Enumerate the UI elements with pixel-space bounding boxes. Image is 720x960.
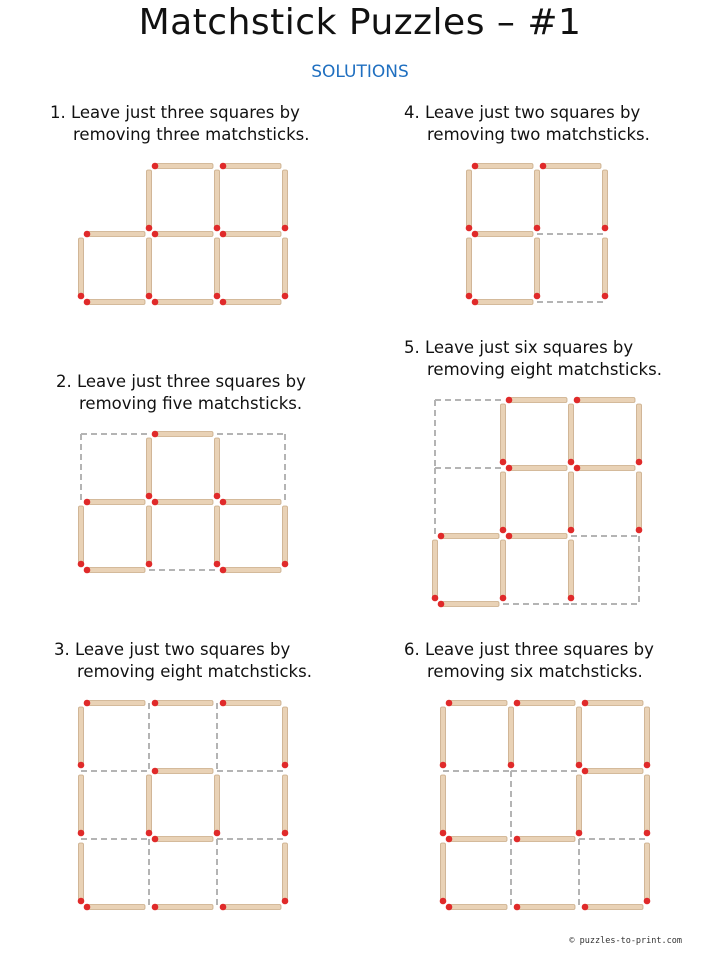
match-head: [78, 830, 85, 837]
matchstick: [500, 472, 507, 533]
matchstick: [576, 707, 583, 768]
matchstick: [574, 465, 635, 472]
matchstick: [644, 775, 651, 836]
matchstick: [214, 238, 221, 299]
matchstick: [282, 843, 289, 904]
match-head: [568, 595, 575, 602]
match-head: [84, 231, 91, 238]
puzzle-5-line2: removing eight matchsticks.: [427, 360, 662, 379]
match-head: [214, 561, 221, 568]
matchstick: [152, 700, 213, 707]
match-head: [576, 762, 583, 769]
matchstick: [602, 238, 609, 299]
match-head: [152, 163, 159, 170]
matchstick: [84, 231, 145, 238]
matchstick: [582, 904, 643, 911]
matchstick: [514, 836, 575, 843]
matchstick: [500, 404, 507, 465]
match-head: [438, 601, 445, 608]
matchstick: [582, 700, 643, 707]
puzzle-6-line2: removing six matchsticks.: [427, 662, 643, 681]
match-head: [282, 293, 289, 300]
matchstick: [568, 540, 575, 601]
puzzle-2-grid: [78, 431, 289, 574]
matchstick: [214, 170, 221, 231]
match-head: [152, 231, 159, 238]
matchstick: [282, 238, 289, 299]
matchstick: [514, 700, 575, 707]
matchstick: [220, 904, 281, 911]
matchstick: [540, 163, 601, 170]
match-head: [214, 830, 221, 837]
matchstick: [506, 533, 567, 540]
match-head: [282, 762, 289, 769]
puzzle-3-grid: [78, 700, 289, 911]
match-head: [440, 762, 447, 769]
match-head: [220, 700, 227, 707]
match-head: [432, 595, 439, 602]
match-head: [146, 293, 153, 300]
matchstick: [534, 170, 541, 231]
matchstick: [440, 707, 447, 768]
matchstick: [282, 707, 289, 768]
matchstick: [220, 231, 281, 238]
match-head: [282, 561, 289, 568]
match-head: [514, 836, 521, 843]
match-head: [500, 527, 507, 534]
match-head: [534, 225, 541, 232]
match-head: [644, 830, 651, 837]
match-head: [146, 225, 153, 232]
match-head: [282, 898, 289, 905]
matchstick: [84, 499, 145, 506]
match-head: [78, 762, 85, 769]
matchstick: [282, 775, 289, 836]
matchstick: [78, 707, 85, 768]
match-head: [636, 527, 643, 534]
puzzle-3-line2: removing eight matchsticks.: [77, 662, 312, 681]
matchstick: [152, 163, 213, 170]
matchstick: [568, 472, 575, 533]
match-head: [220, 163, 227, 170]
match-head: [152, 904, 159, 911]
match-head: [220, 904, 227, 911]
matchstick: [500, 540, 507, 601]
match-head: [514, 700, 521, 707]
match-head: [214, 493, 221, 500]
matchstick: [466, 170, 473, 231]
page-subtitle: SOLUTIONS: [311, 62, 409, 82]
matchstick: [466, 238, 473, 299]
match-head: [146, 561, 153, 568]
matchstick: [636, 472, 643, 533]
puzzle-1-line1: 1. Leave just three squares by: [50, 103, 300, 122]
matchstick: [146, 170, 153, 231]
match-head: [506, 397, 513, 404]
match-head: [446, 904, 453, 911]
match-head: [152, 299, 159, 306]
match-head: [282, 225, 289, 232]
match-head: [220, 567, 227, 574]
matchstick: [568, 404, 575, 465]
matchstick: [534, 238, 541, 299]
match-head: [84, 299, 91, 306]
match-head: [466, 293, 473, 300]
puzzle-6-grid: [440, 700, 651, 911]
matchstick: [220, 299, 281, 306]
match-head: [440, 898, 447, 905]
matchstick: [84, 904, 145, 911]
match-head: [84, 700, 91, 707]
puzzle-4-grid: [466, 163, 609, 306]
match-head: [514, 904, 521, 911]
match-head: [446, 700, 453, 707]
matchstick: [214, 775, 221, 836]
matchstick: [78, 843, 85, 904]
match-head: [146, 493, 153, 500]
matchstick: [146, 238, 153, 299]
matchstick: [152, 431, 213, 438]
puzzle-2-line1: 2. Leave just three squares by: [56, 372, 306, 391]
match-head: [582, 700, 589, 707]
matchstick: [282, 170, 289, 231]
matchstick: [220, 567, 281, 574]
matchstick: [472, 163, 533, 170]
matchstick: [472, 299, 533, 306]
match-head: [152, 768, 159, 775]
matchstick: [152, 768, 213, 775]
match-head: [534, 293, 541, 300]
match-head: [644, 762, 651, 769]
matchstick: [440, 775, 447, 836]
match-head: [152, 431, 159, 438]
match-head: [220, 231, 227, 238]
match-head: [220, 499, 227, 506]
match-head: [636, 459, 643, 466]
matchstick: [146, 438, 153, 499]
puzzle-1-grid: [78, 163, 289, 306]
match-head: [214, 293, 221, 300]
match-head: [574, 465, 581, 472]
match-head: [472, 163, 479, 170]
matchstick: [152, 299, 213, 306]
matchstick: [440, 843, 447, 904]
match-head: [582, 768, 589, 775]
matchstick: [152, 499, 213, 506]
puzzle-4-line2: removing two matchsticks.: [427, 125, 650, 144]
matchstick: [508, 707, 515, 768]
match-head: [500, 595, 507, 602]
match-head: [466, 225, 473, 232]
matchstick: [84, 567, 145, 574]
match-head: [152, 700, 159, 707]
match-head: [602, 225, 609, 232]
matchstick: [220, 499, 281, 506]
matchstick: [214, 438, 221, 499]
matchstick: [446, 700, 507, 707]
match-head: [78, 898, 85, 905]
matchstick: [220, 163, 281, 170]
matchstick: [152, 904, 213, 911]
match-head: [84, 499, 91, 506]
matchstick: [220, 700, 281, 707]
match-head: [152, 836, 159, 843]
match-head: [500, 459, 507, 466]
puzzle-4-line1: 4. Leave just two squares by: [404, 103, 641, 122]
page-title: Matchstick Puzzles – #1: [138, 2, 582, 43]
matchstick: [84, 700, 145, 707]
matchstick: [438, 533, 499, 540]
matchstick: [506, 397, 567, 404]
match-head: [78, 561, 85, 568]
match-head: [84, 904, 91, 911]
puzzle-3-line1: 3. Leave just two squares by: [54, 640, 291, 659]
match-head: [644, 898, 651, 905]
matchstick: [152, 836, 213, 843]
matchstick: [446, 904, 507, 911]
matchstick: [446, 836, 507, 843]
puzzle-5-line1: 5. Leave just six squares by: [404, 338, 634, 357]
match-head: [576, 830, 583, 837]
matchstick: [78, 506, 85, 567]
puzzle-6-line1: 6. Leave just three squares by: [404, 640, 654, 659]
match-head: [472, 231, 479, 238]
matchstick: [146, 775, 153, 836]
matchstick: [602, 170, 609, 231]
matchstick: [146, 506, 153, 567]
matchstick: [644, 707, 651, 768]
match-head: [506, 465, 513, 472]
match-head: [220, 299, 227, 306]
match-head: [438, 533, 445, 540]
match-head: [508, 762, 515, 769]
matchstick: [432, 540, 439, 601]
matchstick: [514, 904, 575, 911]
matchstick: [214, 506, 221, 567]
puzzle-2-line2: removing five matchsticks.: [79, 394, 303, 413]
footer-credit: © puzzles-to-print.com: [569, 936, 682, 946]
match-head: [78, 293, 85, 300]
match-head: [602, 293, 609, 300]
match-head: [540, 163, 547, 170]
match-head: [568, 459, 575, 466]
matchstick: [576, 775, 583, 836]
matchstick: [282, 506, 289, 567]
matchstick: [506, 465, 567, 472]
matchstick: [84, 299, 145, 306]
match-head: [472, 299, 479, 306]
matchstick: [636, 404, 643, 465]
match-head: [84, 567, 91, 574]
puzzle-1-line2: removing three matchsticks.: [73, 125, 310, 144]
matchstick: [78, 238, 85, 299]
match-head: [440, 830, 447, 837]
matchstick: [472, 231, 533, 238]
puzzle-5-grid: [432, 397, 643, 608]
matchstick: [438, 601, 499, 608]
match-head: [574, 397, 581, 404]
match-head: [282, 830, 289, 837]
matchstick: [582, 768, 643, 775]
matchstick: [152, 231, 213, 238]
match-head: [214, 225, 221, 232]
matchstick: [78, 775, 85, 836]
match-head: [446, 836, 453, 843]
match-head: [152, 499, 159, 506]
matchstick: [574, 397, 635, 404]
matchstick: [644, 843, 651, 904]
match-head: [568, 527, 575, 534]
match-head: [582, 904, 589, 911]
match-head: [506, 533, 513, 540]
match-head: [146, 830, 153, 837]
